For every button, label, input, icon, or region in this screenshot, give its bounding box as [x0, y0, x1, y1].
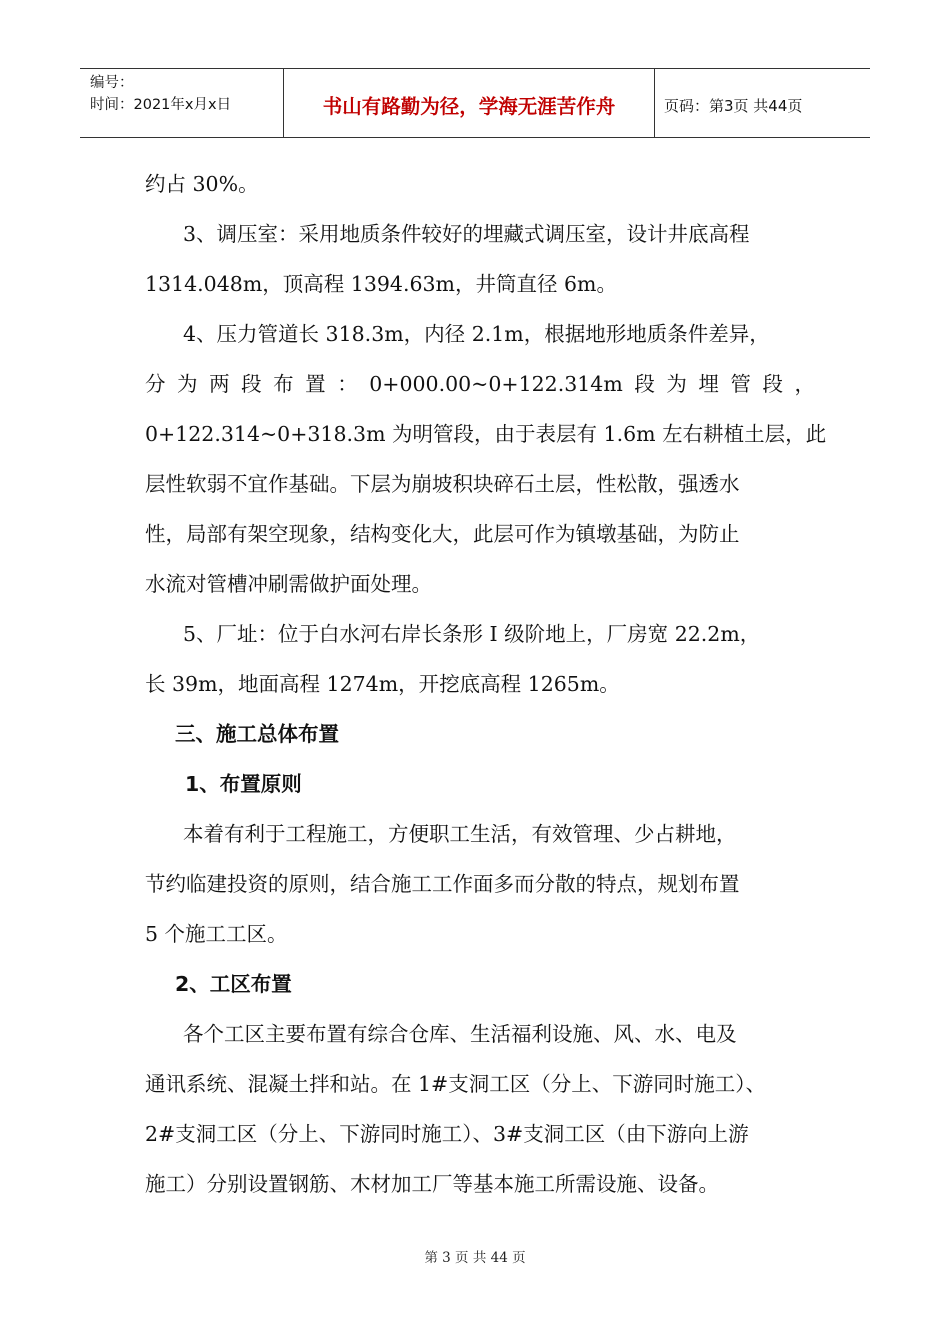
paragraph-line: 1314.048m，顶高程 1394.63m，井筒直径 6m。 [145, 272, 617, 296]
paragraph-line: 性，局部有架空现象，结构变化大，此层可作为镇墩基础，为防止 [145, 522, 740, 546]
section-heading: 三、施工总体布置 [175, 722, 339, 746]
justified-token: 段 [634, 372, 655, 396]
subsection-heading: 1、布置原则 [185, 772, 302, 796]
paragraph-line: 0+122.314~0+318.3m 为明管段，由于表层有 1.6m 左右耕植土层，此 [145, 422, 827, 446]
header-page-info: 页码：第3页 共44页 [664, 96, 803, 115]
paragraph-line: 3、调压室：采用地质条件较好的埋藏式调压室，设计井底高程 [183, 222, 750, 246]
justified-token: ， [794, 372, 815, 396]
justified-token: 埋 [698, 372, 719, 396]
subsection-heading: 2、工区布置 [175, 972, 292, 996]
header-meta [80, 69, 283, 137]
justified-token: 两 [209, 372, 230, 396]
paragraph-line: 4、压力管道长 318.3m，内径 2.1m，根据地形地质条件差异， [183, 322, 770, 346]
justified-token: 为 [666, 372, 687, 396]
justified-token: 管 [730, 372, 751, 396]
header-motto: 书山有路勤为径，学海无涯苦作舟 [283, 69, 655, 137]
justified-token: 分 [145, 372, 166, 396]
justified-token: ： [337, 372, 358, 396]
paragraph-line-justified [145, 359, 815, 409]
paragraph-line: 通讯系统、混凝土拌和站。在 1#支洞工区（分上、下游同时施工）、 [145, 1072, 766, 1096]
document-date: 时间：2021年x月x日 [90, 97, 232, 113]
paragraph-line: 各个工区主要布置有综合仓库、生活福利设施、风、水、电及 [183, 1022, 737, 1046]
paragraph-line: 长 39m，地面高程 1274m，开挖底高程 1265m。 [145, 672, 620, 696]
paragraph-line: 本着有利于工程施工，方便职工生活，有效管理、少占耕地， [183, 822, 737, 846]
paragraph-line: 施工）分别设置钢筋、木材加工厂等基本施工所需设施、设备。 [145, 1172, 719, 1196]
paragraph-line: 水流对管槽冲刷需做护面处理。 [145, 572, 432, 596]
justified-token: 为 [177, 372, 198, 396]
justified-token: 置 [305, 372, 326, 396]
justified-token: 0+000.00~0+122.314m [369, 372, 623, 396]
paragraph-line: 层性软弱不宜作基础。下层为崩坡积块碎石土层，性松散，强透水 [145, 472, 740, 496]
paragraph-line: 节约临建投资的原则，结合施工工作面多而分散的特点，规划布置 [145, 872, 740, 896]
justified-token: 布 [273, 372, 294, 396]
document-number: 编号： [90, 75, 134, 91]
paragraph-line: 5、厂址：位于白水河右岸长条形 I 级阶地上，厂房宽 22.2m， [183, 622, 761, 646]
paragraph-line: 约占 30%。 [145, 172, 259, 196]
page-footer: 第 3 页 共 44 页 [424, 1250, 526, 1266]
page-header [80, 68, 870, 138]
document-body [145, 159, 827, 1209]
paragraph-line: 5 个施工工区。 [145, 922, 288, 946]
justified-token: 段 [241, 372, 262, 396]
justified-token: 段 [762, 372, 783, 396]
paragraph-line: 2#支洞工区（分上、下游同时施工）、3#支洞工区（由下游向上游 [145, 1122, 749, 1146]
